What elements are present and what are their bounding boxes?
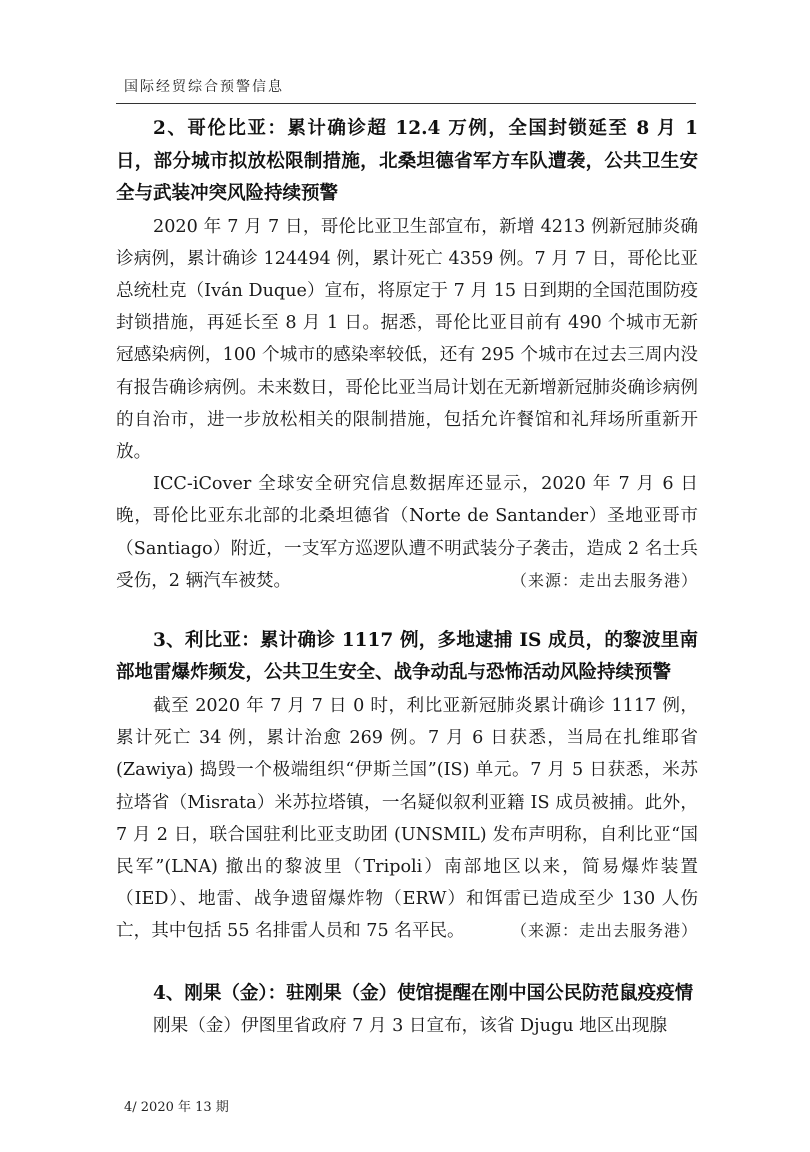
- section-colombia: [116, 113, 698, 597]
- header-divider: [116, 103, 696, 104]
- paragraph: 刚果（金）伊图里省政府 7 月 3 日宣布，该省 Djugu 地区出现腺: [153, 1016, 668, 1037]
- section-libya: [116, 625, 698, 948]
- source-note: （来源：走出去服务港）: [510, 570, 698, 590]
- paragraph: [116, 468, 698, 597]
- running-header: 国际经贸综合预警信息: [124, 79, 284, 95]
- section-title: 3、利比亚：累计确诊 1117 例，多地逮捕 IS 成员，的黎波里南部地雷爆炸频发，公共卫生安全、战争动乱与恐怖活动风险持续预警: [116, 629, 698, 684]
- section-spacer: [116, 948, 698, 978]
- article-body: [116, 113, 698, 1042]
- paragraph-text: 截至 2020 年 7 月 7 日 0 时，利比亚新冠肺炎累计确诊 1117 例，累计死亡 34 例，累计治愈 269 例。7 月 6 日获悉，当局在扎维耶省 (Zawiya) 捣毁一个极端组织“伊斯兰国”(IS) 单元。7 月 5 日获悉，米苏拉塔省（Misrata）米苏拉塔镇，一名疑似叙利亚籍 IS 成员被捕。此外，7 月 2 日，联合国驻利比亚支助团 (UNSMIL) 发布声明称，自利比亚“国民军”(LNA) 撤出的黎波里（Tripoli）南部地区以来，简易爆炸装置（IED）、地雷、战争遗留爆炸物（ERW）和饵雷已造成至少 130 人伤亡，其中包括 55 名排雷人员和 75 名平民。: [116, 695, 698, 942]
- section-title: 4、刚果（金）：驻刚果（金）使馆提醒在刚中国公民防范鼠疫疫情: [153, 982, 694, 1004]
- page-footer: 4/ 2020 年 13 期: [124, 1100, 229, 1115]
- paragraph-text: ICC-iCover 全球安全研究信息数据库还显示，2020 年 7 月 6 日晚，哥伦比亚东北部的北桑坦德省（Norte de Santander）圣地亚哥市（Santiago）附近，一支军方巡逻队遭不明武装分子袭击，造成 2 名士兵受伤，2 辆汽车被焚。: [116, 474, 698, 591]
- paragraph: [116, 690, 698, 948]
- section-spacer: [116, 597, 698, 625]
- section-title: 2、哥伦比亚：累计确诊超 12.4 万例，全国封锁延至 8 月 1 日，部分城市拟放松限制措施，北桑坦德省军方车队遭袭，公共卫生安全与武装冲突风险持续预警: [116, 118, 698, 204]
- paragraph: 2020 年 7 月 7 日，哥伦比亚卫生部宣布，新增 4213 例新冠肺炎确诊病例，累计确诊 124494 例，累计死亡 4359 例。7 月 7 日，哥伦比亚总统杜克（Iván Duque）宣布，将原定于 7 月 15 日到期的全国范围防疫封锁措施，再延长至 8 月 1 日。据悉，哥伦比亚目前有 490 个城市无新冠感染病例，100 个城市的感染率较低，还有 295 个城市在过去三周内没有报告确诊病例。未来数日，哥伦比亚当局计划在无新增新冠肺炎确诊病例的自治市，进一步放松相关的限制措施，包括允许餐馆和礼拜场所重新开放。: [116, 216, 698, 462]
- source-note: （来源：走出去服务港）: [510, 921, 698, 941]
- section-drc: [116, 978, 698, 1043]
